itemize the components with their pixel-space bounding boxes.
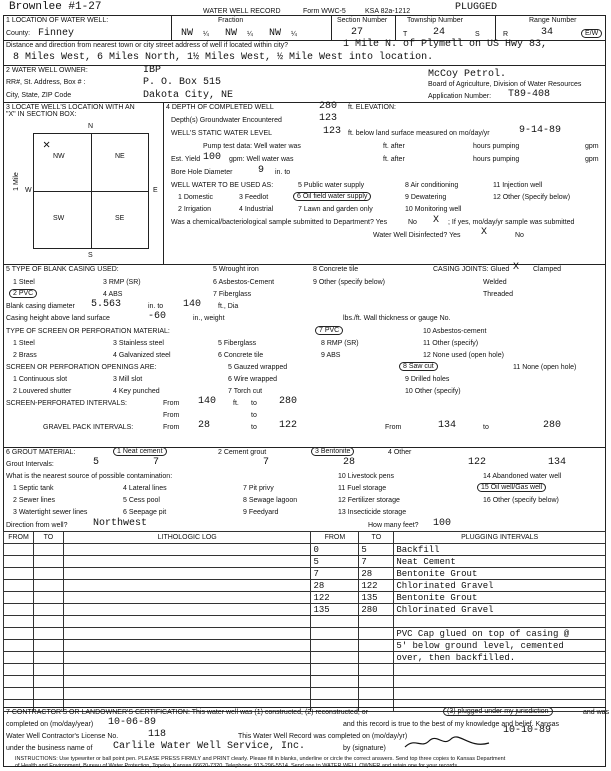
plugged-circled: (3) plugged under my jurisdiction xyxy=(443,707,553,716)
opening-mill: 3 Mill slot xyxy=(113,376,143,383)
joints-label: CASING JOINTS: Glued xyxy=(433,266,510,273)
casing-dia-tail: ft., Dia xyxy=(218,303,239,310)
use-oil-field: 6 Oil field water supply xyxy=(293,192,371,201)
ne-quadrant: NE xyxy=(115,153,125,160)
joints-threaded: Threaded xyxy=(483,291,513,298)
log-row xyxy=(4,568,606,580)
bore-in-to: in. to xyxy=(275,169,291,176)
plug-to: 5 xyxy=(359,544,394,556)
use-industrial: 4 Industrial xyxy=(239,206,274,213)
ksa-number: KSA 82a-1212 xyxy=(365,8,411,15)
log-row xyxy=(4,616,606,628)
casing-steel: 1 Steel xyxy=(13,279,35,286)
record-completed-label: This Water Well Record was completed on (mo/day/yr) xyxy=(238,733,408,740)
fraction-1: NW xyxy=(181,28,194,39)
use-dewatering: 9 Dewatering xyxy=(405,194,447,201)
screen-to-label: to xyxy=(251,400,257,407)
plug-from: 135 xyxy=(311,604,359,616)
sample-no: No xyxy=(408,219,417,226)
business-name: Carlile Water Well Service, Inc. xyxy=(113,741,306,752)
plug-note-1: PVC Cap glued on top of casing @ xyxy=(394,628,606,640)
business-label: under the business name of xyxy=(6,745,93,752)
disinfected-label: Water Well Disinfected? Yes xyxy=(373,232,461,239)
log-row xyxy=(4,664,606,676)
instructions-line-2: of Health and Environment, Bureau of Water Protection, Topeka, Kansas 66620-7320. Telephone: 913-296-5514. Send one to WATER WELL OWNER and retain one for your records. xyxy=(15,763,459,769)
signature-image xyxy=(403,735,493,753)
elevation-label: ft. ELEVATION: xyxy=(348,104,396,111)
signature-label: by (signature) xyxy=(343,745,386,752)
hours-pumping-1: hours pumping xyxy=(473,143,520,150)
openings-label: SCREEN OR PERFORATION OPENINGS ARE: xyxy=(6,364,157,371)
grout-to-1: 7 xyxy=(153,457,160,468)
opening-key: 4 Key punched xyxy=(113,388,160,395)
source-septic: 1 Septic tank xyxy=(13,485,54,492)
plug-desc: Chlorinated Gravel xyxy=(394,604,606,616)
screen-label: TYPE OF SCREEN OR PERFORATION MATERIAL: xyxy=(6,328,170,335)
log-row xyxy=(4,676,606,688)
plug-note-3: over, then backfilled. xyxy=(394,652,606,664)
cert-tail: and was xyxy=(583,709,610,716)
groundwater-depth: 123 xyxy=(319,113,338,124)
log-row xyxy=(4,652,606,664)
source-other: 16 Other (specify below) xyxy=(483,497,559,504)
direction-label: Direction from well? xyxy=(6,522,68,529)
screen-abs: 9 ABS xyxy=(321,352,341,359)
casing-pvc: 2 PVC xyxy=(9,289,37,298)
section-2-label: 2 WATER WELL OWNER: xyxy=(6,67,88,74)
opening-continuous: 1 Continuous slot xyxy=(13,376,68,383)
disinfected-mark: X xyxy=(481,227,488,238)
se-quadrant: SE xyxy=(115,215,125,222)
log-row xyxy=(4,544,606,556)
use-public-supply: 5 Public water supply xyxy=(298,182,365,189)
source-cess-pool: 5 Cess pool xyxy=(123,497,160,504)
casing-depth: 140 xyxy=(183,299,202,310)
screen-stainless: 3 Stainless steel xyxy=(113,340,164,347)
use-domestic: 1 Domestic xyxy=(178,194,214,201)
log-row xyxy=(4,688,606,700)
casing-diameter-to: in. to xyxy=(148,303,164,310)
source-oil-gas-well: 15 Oil well/Gas well xyxy=(477,483,546,492)
quarter-1: ¼ xyxy=(203,31,209,38)
contamination-label: What is the nearest source of possible contamination: xyxy=(6,473,173,480)
screen-asbestos: 10 Asbestos-cement xyxy=(423,328,487,335)
casing-wrought: 5 Wrought iron xyxy=(213,266,259,273)
screen-to-value: 280 xyxy=(279,396,298,407)
application-label: Application Number: xyxy=(428,93,492,100)
est-yield-label: Est. Yield xyxy=(171,156,201,163)
use-lawn: 7 Lawn and garden only xyxy=(298,206,373,213)
grout-from-3: 122 xyxy=(468,457,487,468)
header-plug-to: TO xyxy=(359,532,394,544)
joints-glued-mark: X xyxy=(513,262,520,273)
plug-desc: Neat Cement xyxy=(394,556,606,568)
company-name: McCoy Petrol. xyxy=(428,69,507,80)
record-completed-date: 10-10-89 xyxy=(503,725,552,736)
screen-ft-1: ft. xyxy=(233,400,239,407)
gravel-from-2: 134 xyxy=(438,420,457,431)
log-table xyxy=(3,531,606,712)
sample-no-mark: X xyxy=(433,215,440,226)
joints-welded: Welded xyxy=(483,279,507,286)
log-row xyxy=(4,556,606,568)
source-lateral: 4 Lateral lines xyxy=(123,485,167,492)
grout-intervals-label: Grout Intervals: xyxy=(6,461,54,468)
west-label: W xyxy=(25,187,32,194)
header-lithologic: LITHOLOGIC LOG xyxy=(63,532,311,544)
joints-clamped: Clamped xyxy=(533,266,562,273)
casing-diameter-label: Blank casing diameter xyxy=(6,303,75,310)
section-4-label: 4 DEPTH OF COMPLETED WELL xyxy=(166,104,274,111)
screen-intervals-label: SCREEN-PERFORATED INTERVALS: xyxy=(6,400,127,407)
casing-height: -60 xyxy=(148,311,167,322)
gpm-2: gpm xyxy=(585,156,599,163)
plug-desc: Bentonite Grout xyxy=(394,592,606,604)
casing-height-label: Casing height above land surface xyxy=(6,315,110,322)
header-plug-from: FROM xyxy=(311,532,359,544)
use-feedlot: 3 Feedlot xyxy=(239,194,269,201)
true-statement: and this record is true to the best of my knowledge and belief. Kansas xyxy=(343,721,559,728)
plug-from: 28 xyxy=(311,580,359,592)
casing-fiberglass: 7 Fiberglass xyxy=(213,291,252,298)
groundwater-encountered-label: Depth(s) Groundwater Encountered xyxy=(171,117,282,124)
screen-other: 11 Other (specify) xyxy=(423,340,479,347)
source-abandoned: 14 Abandoned water well xyxy=(483,473,562,480)
use-other: 12 Other (Specify below) xyxy=(493,194,571,201)
county-label: County: xyxy=(6,30,31,37)
nw-quadrant: NW xyxy=(53,153,65,160)
log-row xyxy=(4,580,606,592)
sample-tail: ; If yes, mo/day/yr sample was submitted xyxy=(448,219,575,226)
plugged-stamp: PLUGGED xyxy=(455,2,498,13)
license-label: Water Well Contractor's License No. xyxy=(6,733,119,740)
sw-quadrant: SW xyxy=(53,215,65,222)
instructions-line-1: INSTRUCTIONS: Use typewriter or ball point pen. PLEASE PRESS FIRMLY and PRINT clearly. Please fill in blanks, underline or circle the correct answers. Send top three copies to Kansas Department xyxy=(15,756,506,762)
casing-rmp: 3 RMP (SR) xyxy=(103,279,141,286)
north-label: N xyxy=(88,123,94,130)
gravel-label: GRAVEL PACK INTERVALS: xyxy=(43,424,134,431)
source-sewer: 2 Sewer lines xyxy=(13,497,56,504)
hours-pumping-2: hours pumping xyxy=(473,156,520,163)
city-label: City, State, ZIP Code xyxy=(6,92,72,99)
screen-brass: 2 Brass xyxy=(13,352,37,359)
source-fertilizer: 12 Fertilizer storage xyxy=(338,497,400,504)
pump-test-label: Pump test data: Well water was xyxy=(203,143,301,150)
range-prefix: R xyxy=(503,31,509,38)
plug-to: 280 xyxy=(359,604,394,616)
screen-from-label: From xyxy=(163,400,180,407)
disinfected-no: No xyxy=(515,232,524,239)
screen-none: 12 None used (open hole) xyxy=(423,352,504,359)
handwritten-well-name: Brownlee #1-27 xyxy=(9,1,102,13)
source-lagoon: 8 Sewage lagoon xyxy=(243,497,298,504)
east-label: E xyxy=(153,187,158,194)
source-insecticide: 13 Insecticide storage xyxy=(338,509,407,516)
owner-address: P. O. Box 515 xyxy=(143,77,222,88)
casing-concrete: 8 Concrete tile xyxy=(313,266,359,273)
license-number: 118 xyxy=(148,729,167,740)
grout-neat-cement: 1 Neat cement xyxy=(113,447,167,456)
grout-to-3: 134 xyxy=(548,457,567,468)
gravel-to-label-2: to xyxy=(483,424,489,431)
grout-from-1: 5 xyxy=(93,457,100,468)
bore-hole-diameter: 9 xyxy=(258,165,265,176)
header-plugging: PLUGGING INTERVALS xyxy=(394,532,606,544)
plug-to: 135 xyxy=(359,592,394,604)
grout-other: 4 Other xyxy=(388,449,412,456)
opening-louvered: 2 Louvered shutter xyxy=(13,388,72,395)
grout-from-2: 7 xyxy=(263,457,270,468)
screen-from-value: 140 xyxy=(198,396,217,407)
header-to: TO xyxy=(33,532,63,544)
plug-to: 122 xyxy=(359,580,394,592)
water-well-record-form xyxy=(3,1,610,769)
plug-note-2: 5' below ground level, cemented xyxy=(394,640,606,652)
bore-hole-label: Bore Hole Diameter xyxy=(171,169,233,176)
source-feedyard: 9 Feedyard xyxy=(243,509,279,516)
quarter-3: ¼ xyxy=(291,31,297,38)
source-watertight: 3 Watertight sewer lines xyxy=(13,509,88,516)
use-injection: 11 Injection well xyxy=(493,182,543,189)
casing-abs: 4 ABS xyxy=(103,291,123,298)
south-label: S xyxy=(88,252,93,259)
township-label: Township Number xyxy=(407,17,464,24)
gravel-to-1: 122 xyxy=(279,420,298,431)
use-monitoring: 10 Monitoring well xyxy=(405,206,462,213)
gravel-from-label-2: From xyxy=(385,424,402,431)
fraction-3: NW xyxy=(269,28,282,39)
plug-to: 28 xyxy=(359,568,394,580)
gpm-label: gpm: Well water was xyxy=(229,156,294,163)
completed-depth: 280 xyxy=(319,101,338,112)
opening-torch: 7 Torch cut xyxy=(228,388,263,395)
grout-cement: 2 Cement grout xyxy=(218,449,267,456)
static-level: 123 xyxy=(323,126,342,137)
casing-thickness-label: lbs./ft. Wall thickness or gauge No. xyxy=(343,315,451,322)
opening-saw-cut: 8 Saw cut xyxy=(399,362,438,371)
section-5-label: 5 TYPE OF BLANK CASING USED: xyxy=(6,266,119,273)
range-label: Range Number xyxy=(529,17,577,24)
static-level-date: 9-14-89 xyxy=(519,125,562,136)
plug-from: 5 xyxy=(311,556,359,568)
plug-desc: Bentonite Grout xyxy=(394,568,606,580)
completed-label: completed on (mo/day/year) xyxy=(6,721,94,728)
how-many-value: 100 xyxy=(433,518,452,529)
log-header-row xyxy=(4,532,606,544)
distance-line-2: 8 Miles West, 6 Miles North, 1½ Miles West, ½ Mile West into location. xyxy=(13,52,434,63)
screen-to-label-2: to xyxy=(251,412,257,419)
screen-steel: 1 Steel xyxy=(13,340,35,347)
screen-galvanized: 4 Galvanized steel xyxy=(113,352,171,359)
section-7-label: 7 CONTRACTOR'S OR LANDOWNER'S CERTIFICATION: This water well was (1) constructed, (2) reconstructed, or xyxy=(6,709,368,716)
owner-name: IBP xyxy=(143,65,162,76)
address-label: RR#, St. Address, Box # : xyxy=(6,79,86,86)
form-title: WATER WELL RECORD xyxy=(203,8,281,15)
township-prefix: T xyxy=(403,31,408,38)
source-seepage: 6 Seepage pit xyxy=(123,509,167,516)
plug-to: 7 xyxy=(359,556,394,568)
section-3-label: 3 LOCATE WELL'S LOCATION WITH AN "X" IN SECTION BOX: xyxy=(6,104,135,118)
form-number: Form WWC-5 xyxy=(303,8,346,15)
screen-rmp: 8 RMP (SR) xyxy=(321,340,359,347)
range-number: 34 xyxy=(541,27,554,38)
plug-from: 7 xyxy=(311,568,359,580)
screen-from-label-2: From xyxy=(163,412,180,419)
sample-question: Was a chemical/bacteriological sample submitted to Department? Yes xyxy=(171,219,388,226)
gravel-to-label: to xyxy=(251,424,257,431)
location-x-mark: ✕ xyxy=(43,138,51,152)
county-value: Finney xyxy=(38,28,75,39)
section-number-label: Section Number xyxy=(337,17,388,24)
owner-city: Dakota City, NE xyxy=(143,90,234,101)
use-air-conditioning: 8 Air conditioning xyxy=(405,182,459,189)
how-many-label: How many feet? xyxy=(368,522,419,529)
section-1-label: 1 LOCATION OF WATER WELL: xyxy=(6,17,109,24)
source-pit-privy: 7 Pit privy xyxy=(243,485,274,492)
static-level-suffix: ft. below land surface measured on mo/day/yr xyxy=(348,130,490,137)
log-row xyxy=(4,628,606,640)
grout-to-2: 28 xyxy=(343,457,356,468)
casing-weight-label: in., weight xyxy=(193,315,225,322)
gpm-1: gpm xyxy=(585,143,599,150)
screen-fiberglass: 5 Fiberglass xyxy=(218,340,257,347)
opening-drilled: 9 Drilled holes xyxy=(405,376,450,383)
opening-none: 11 None (open hole) xyxy=(513,364,577,371)
log-row xyxy=(4,640,606,652)
ft-after-1: ft. after xyxy=(383,143,405,150)
township-suffix: S xyxy=(475,31,480,38)
est-yield: 100 xyxy=(203,152,222,163)
casing-other: 9 Other (specify below) xyxy=(313,279,385,286)
gravel-from-label: From xyxy=(163,424,180,431)
gravel-to-2: 280 xyxy=(543,420,562,431)
static-level-label: WELL'S STATIC WATER LEVEL xyxy=(171,130,273,137)
opening-other: 10 Other (specify) xyxy=(405,388,461,395)
casing-asbestos: 6 Asbestos-Cement xyxy=(213,279,275,286)
range-suffix: E/W xyxy=(581,29,602,38)
source-fuel: 11 Fuel storage xyxy=(338,485,387,492)
log-row xyxy=(4,592,606,604)
plug-from: 0 xyxy=(311,544,359,556)
quarter-2: ¼ xyxy=(247,31,253,38)
plug-from: 122 xyxy=(311,592,359,604)
opening-wire: 6 Wire wrapped xyxy=(228,376,278,383)
mile-label: 1 Mile xyxy=(12,172,20,191)
fraction-2: NW xyxy=(225,28,238,39)
plug-desc: Chlorinated Gravel xyxy=(394,580,606,592)
distance-label: Distance and direction from nearest town or city street address of well if located within city? xyxy=(6,42,289,49)
opening-gauze: 5 Gauzed wrapped xyxy=(228,364,288,371)
source-livestock: 10 Livestock pens xyxy=(338,473,395,480)
casing-diameter: 5.563 xyxy=(91,299,122,310)
use-irrigation: 2 Irrigation xyxy=(178,206,212,213)
section-6-label: 6 GROUT MATERIAL: xyxy=(6,449,76,456)
board-label: Board of Agriculture, Division of Water Resources xyxy=(428,81,582,88)
use-label: WELL WATER TO BE USED AS: xyxy=(171,182,274,189)
plug-desc: Backfill xyxy=(394,544,606,556)
log-row xyxy=(4,604,606,616)
grout-bentonite: 3 Bentonite xyxy=(311,447,354,456)
screen-pvc: 7 PVC xyxy=(315,326,343,335)
township-number: 24 xyxy=(433,27,446,38)
application-number: T89-408 xyxy=(508,89,551,100)
distance-line-1: 1 Mile N. of Plymell on US Hwy 83, xyxy=(343,39,548,50)
ft-after-2: ft. after xyxy=(383,156,405,163)
screen-concrete: 6 Concrete tile xyxy=(218,352,264,359)
fraction-label: Fraction xyxy=(218,17,244,24)
direction-value: Northwest xyxy=(93,518,148,529)
header-from: FROM xyxy=(4,532,34,544)
section-number: 27 xyxy=(351,27,364,38)
completed-date: 10-06-89 xyxy=(108,717,157,728)
gravel-from-1: 28 xyxy=(198,420,211,431)
